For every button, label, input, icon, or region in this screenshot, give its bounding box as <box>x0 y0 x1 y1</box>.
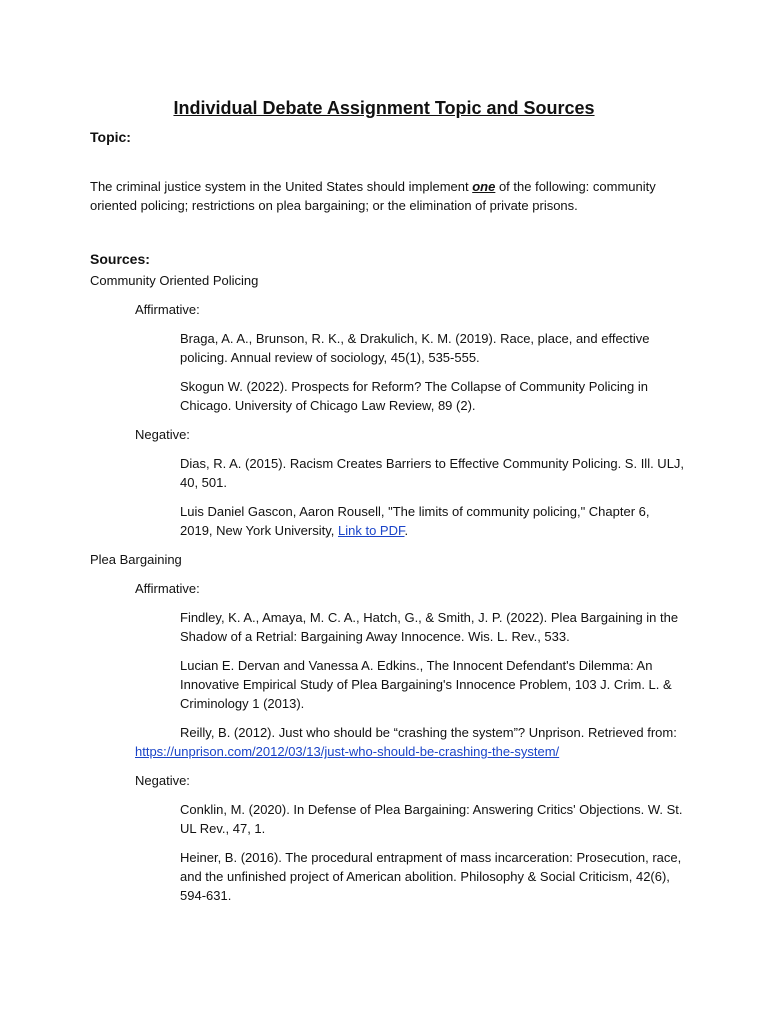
negative-label: Negative: <box>135 427 190 442</box>
reference-item: Lucian E. Dervan and Vanessa A. Edkins., The Innocent Defendant's Dilemma: An Innovative Empirical Study of Plea Bargaining's Innocence Problem, 103 J. Crim. L. & Criminology 1 (2013). <box>180 658 672 711</box>
document-title: Individual Debate Assignment Topic and Sources <box>173 98 595 118</box>
reference-item: Skogun W. (2022). Prospects for Reform? The Collapse of Community Policing in Chicago. University of Chicago Law Review, 89 (2). <box>180 379 648 413</box>
negative-label: Negative: <box>135 773 190 788</box>
reference-item: Conklin, M. (2020). In Defense of Plea Bargaining: Answering Critics' Objections. W. St. UL Rev., 47, 1. <box>180 802 683 836</box>
affirmative-label: Affirmative: <box>135 581 200 596</box>
reference-item-linked <box>180 502 685 540</box>
topic-text-after: of the following: community oriented policing; restrictions on plea bargaining; or the elimination of private prisons. <box>90 179 656 213</box>
topic-emphasis: one <box>472 179 496 194</box>
topic-heading: Topic: <box>90 129 131 145</box>
pdf-link[interactable]: Link to PDF <box>338 523 405 538</box>
topic-statement <box>90 177 680 215</box>
sources-list <box>90 271 690 915</box>
reference-text: Luis Daniel Gascon, Aaron Rousell, "The limits of community policing," Chapter 6, 2019, New York University, <box>180 504 650 538</box>
affirmative-label: Affirmative: <box>135 302 200 317</box>
reference-item-linked <box>135 723 685 761</box>
category-community-policing: Community Oriented Policing <box>90 273 259 288</box>
reference-item: Heiner, B. (2016). The procedural entrapment of mass incarceration: Prosecution, race, and the unfinished project of American abolition. Philosophy & Social Criticism, 42(6), 594-631. <box>180 850 682 903</box>
sources-heading: Sources: <box>90 251 150 267</box>
topic-text-before: The criminal justice system in the United States should implement <box>90 179 473 194</box>
category-plea-bargaining: Plea Bargaining <box>90 552 182 567</box>
unprison-link[interactable]: https://unprison.com/2012/03/13/just-who-should-be-crashing-the-system/ <box>135 744 560 759</box>
reference-text: Reilly, B. (2012). Just who should be “crashing the system”? Unprison. Retrieved from: <box>180 725 677 740</box>
reference-item: Braga, A. A., Brunson, R. K., & Drakulich, K. M. (2019). Race, place, and effective policing. Annual review of sociology, 45(1), 535-555. <box>180 331 650 365</box>
reference-item: Findley, K. A., Amaya, M. C. A., Hatch, G., & Smith, J. P. (2022). Plea Bargaining in the Shadow of a Retrial: Bargaining Away Innocence. Wis. L. Rev., 533. <box>180 610 679 644</box>
reference-item: Dias, R. A. (2015). Racism Creates Barriers to Effective Community Policing. S. Ill. ULJ, 40, 501. <box>180 456 685 490</box>
reference-end: . <box>404 523 409 538</box>
